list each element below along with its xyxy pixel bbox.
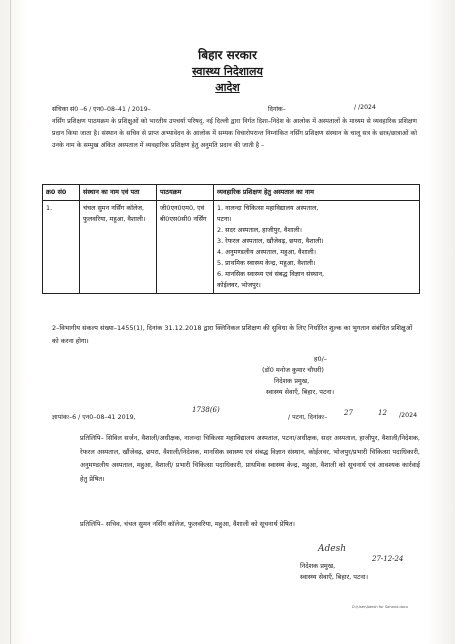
handwritten-date: 27-12-24 (372, 555, 404, 563)
reference-number: संचिका सं0 –6 / एन0–08–41 / 2019– (52, 106, 151, 113)
cell-serial: 1. (43, 201, 80, 294)
hospital-item: 5. प्राथमिक स्वास्थ्य केन्द्र, महुआ, वैशाली। (217, 259, 316, 267)
table-row (43, 201, 420, 294)
fee-paragraph: 2–विभागीय संकल्प संख्या–1455(1), दिनांक 31.12.2018 द्वारा क्लिनिकल प्रशिक्षण की सुविधा के लिए निर्धारित शुल्क का भुगतान संबंधित प्रशिक्षुओं को करना होगा। (52, 324, 413, 345)
hospital-item: 1. नालन्दा चिकित्सा महाविद्यालय अस्पताल, (217, 204, 319, 212)
memo-handwritten-month: 12 (378, 409, 387, 417)
memo-place-date: / पटना, दिनांकः– (288, 414, 328, 421)
header-directorate: स्वास्थ्य निदेशालय (192, 65, 263, 78)
hospital-item: पटना। (217, 215, 232, 223)
cell-institute: चंचल सुमन नर्सिंग कॉलेज, फुलवरिया, महुआ, वैशाली। (80, 201, 157, 294)
signature-block (262, 354, 334, 398)
header-course: पाठयक्रम (157, 185, 214, 201)
bottom-signatory-title: निदेशक प्रमुख, (300, 562, 336, 570)
memo-number: ज्ञापांकः–6 / एन0–08–41 2019, (52, 414, 136, 421)
memo-year: /2024 (399, 412, 418, 419)
reference-date-label: दिनांक– (268, 106, 286, 113)
memo-line (52, 406, 422, 421)
handwritten-signature: Adesh (318, 544, 347, 554)
intro-paragraph: नर्सिंग प्रशिक्षण पाठयक्रम के प्रशिक्षुओं को भारतीय उपचर्या परिषद्, नई दिल्ली द्वारा निर्गत दिशा–निदेश के आलोक में अस्पतालों के माध्यम से व्यवहारिक प्रशिक्षण प्रदान किया जाता है। संस्थान के सचिव से प्राप्त अभ्यावेदन के आलोक में सम्यक विचारोपरान्त निम्नांकित नर्सिंग प्रशिक्षण संस्थान के चालू सत्र के छात्र/छात्राओं को उनके नाम के सम्मुख अंकित अस्पताल में व्यवहारिक प्रशिक्षण हेतु अनुमति प्रदान की जाती है – (52, 118, 417, 149)
memo-handwritten-day: 27 (344, 409, 353, 417)
reference-line (52, 104, 376, 113)
paper-edge (10, 0, 11, 644)
header-order: आदेश (215, 81, 240, 94)
signatory-office: स्वास्थ्य सेवाएँ, बिहार, पटना। (266, 388, 335, 396)
copy-to-list: प्रतिलिपि– सिविल सर्जन, वैशाली/अधीक्षक, नालन्दा चिकित्सा महाविद्यालय अस्पताल, पटना/अधीक्षक, सदर अस्पताल, हाजीपुर, वैशाली/निदेशक, रेफरल अस्पताल, खौंजेवढ़, छपरा, वैशाली/निदेशक, मानसिक स्वास्थ्य एवं संबद्ध विज्ञान संस्थान, कोईलवर, भोजपुर/प्रभारी चिकित्सा पदाधिकारी, अनुमण्डलीय अस्पताल, महुआ, वैशाली/ प्रभारी चिकित्सा पदाधिकारी, प्राथमिक स्वास्थ्य केन्द्र, महुआ, वैशाली को सूचनार्थ एवं आवश्यक कार्रवाई हेतु प्रेषित। (80, 434, 420, 483)
bottom-signatory-office: स्वास्थ्य सेवाएँ, बिहार, पटना। (300, 573, 369, 581)
reference-date-blank: / /2024 (354, 104, 376, 111)
hospital-item: 4. अनुमण्डलीय अस्पताल, महुआ, वैशाली। (217, 248, 317, 256)
signatory-name: (डॉ0 मनोज कुमार चौधरी) (262, 366, 324, 374)
training-table (42, 184, 420, 294)
hospital-item: 3. रेफरल अस्पताल, खौंजेवढ़, छपरा, वैशाली। (217, 237, 324, 245)
header-govt: बिहार सरकार (198, 48, 257, 62)
signatory-title: निदेशक प्रमुख, (274, 377, 310, 385)
bottom-signature-block (300, 561, 368, 583)
copy-to-secretary: प्रतिलिपि– सचिव, चंचल सुमन नर्सिंग कॉलेज, फुलवरिया, महुआ, वैशाली को सूचनार्थ प्रेषित। (80, 520, 295, 528)
cell-course: जी0एन0एम0, एवं बी0एस0सी0 नर्सिंग (157, 201, 214, 294)
hospital-item: 2. सदर अस्पताल, हाजीपुर, वैशाली। (217, 226, 302, 234)
signature-hand: ह0/– (314, 355, 328, 363)
header-hospital: व्यवहारिक प्रशिक्षण हेतु अस्पताल का नाम (214, 185, 420, 201)
cell-hospitals (214, 201, 420, 294)
file-path-footer: D:\User\Adesh for Sanand.docx (352, 605, 409, 609)
header-serial: क्र0 सं0 (43, 185, 80, 201)
hospital-item: कोईलवर, भोजपुर। (217, 281, 261, 289)
hospital-item: 6. मानसिक स्वास्थ्य एवं संबद्ध विज्ञान संस्थान, (217, 270, 325, 278)
memo-handwritten-number: 1738(6) (192, 406, 220, 414)
table-header-row (43, 185, 420, 201)
header-institute: संस्थान का नाम एवं पता (80, 185, 157, 201)
